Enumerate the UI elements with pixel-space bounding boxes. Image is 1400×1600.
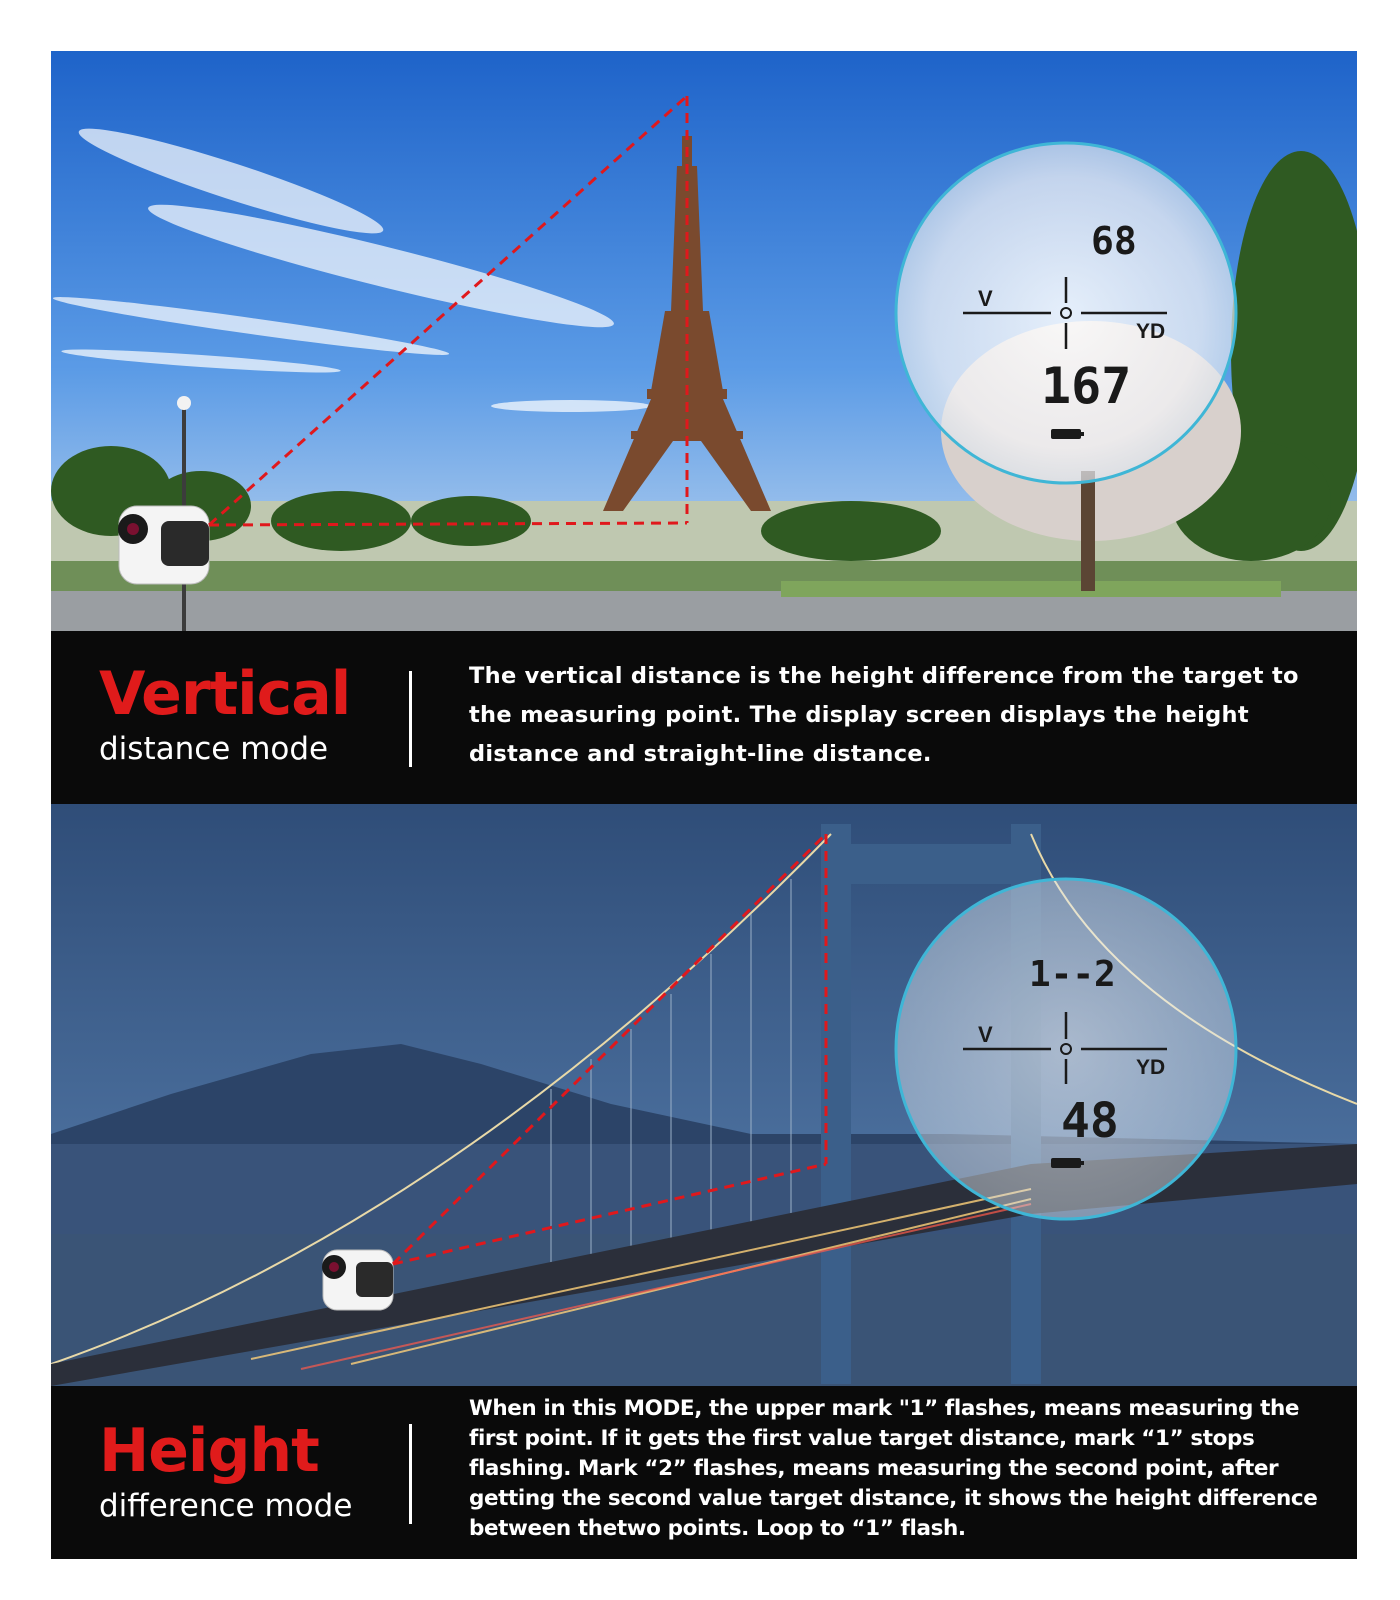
height-mode-photo [51, 804, 1357, 1386]
rangefinder-device [322, 1250, 393, 1310]
mode-title: Vertical [99, 659, 351, 729]
divider [409, 671, 412, 767]
mode-description: The vertical distance is the height difference from the target to the measuring point. The display screen displays the height distance and straight-line distance. [469, 663, 1299, 767]
reticle-unit-label: YD [1136, 320, 1166, 343]
reticle-bottom-value: 167 [1041, 357, 1132, 415]
reticle-top-value: 1--2 [1029, 954, 1116, 995]
mode-subtitle: distance mode [99, 731, 329, 767]
battery-icon [1051, 429, 1084, 439]
divider [409, 1424, 412, 1524]
reticle-top-value: 68 [1091, 219, 1137, 263]
vertical-mode-caption [51, 631, 1357, 804]
reticle-lens [896, 879, 1236, 1219]
vertical-mode-photo [51, 51, 1357, 631]
reticle-left-label: V [978, 1022, 993, 1047]
battery-icon [1051, 1158, 1084, 1168]
mode-description: When in this MODE, the upper mark "1” flashes, means measuring the first point. If it gets the first value target distance, mark “1” stops flashing. Mark “2” flashes, means measuring the second point, after getting the second value target distance, it shows the height difference between thetwo points. Loop to “1” flash. [469, 1396, 1318, 1541]
reticle-left-label: V [978, 286, 993, 311]
reticle-lens [896, 143, 1236, 483]
reticle-bottom-value: 48 [1061, 1093, 1119, 1149]
mode-title: Height [99, 1416, 319, 1486]
mode-subtitle: difference mode [99, 1488, 353, 1524]
rangefinder-device [118, 506, 209, 584]
height-mode-caption [51, 1386, 1357, 1559]
reticle-unit-label: YD [1136, 1056, 1166, 1079]
